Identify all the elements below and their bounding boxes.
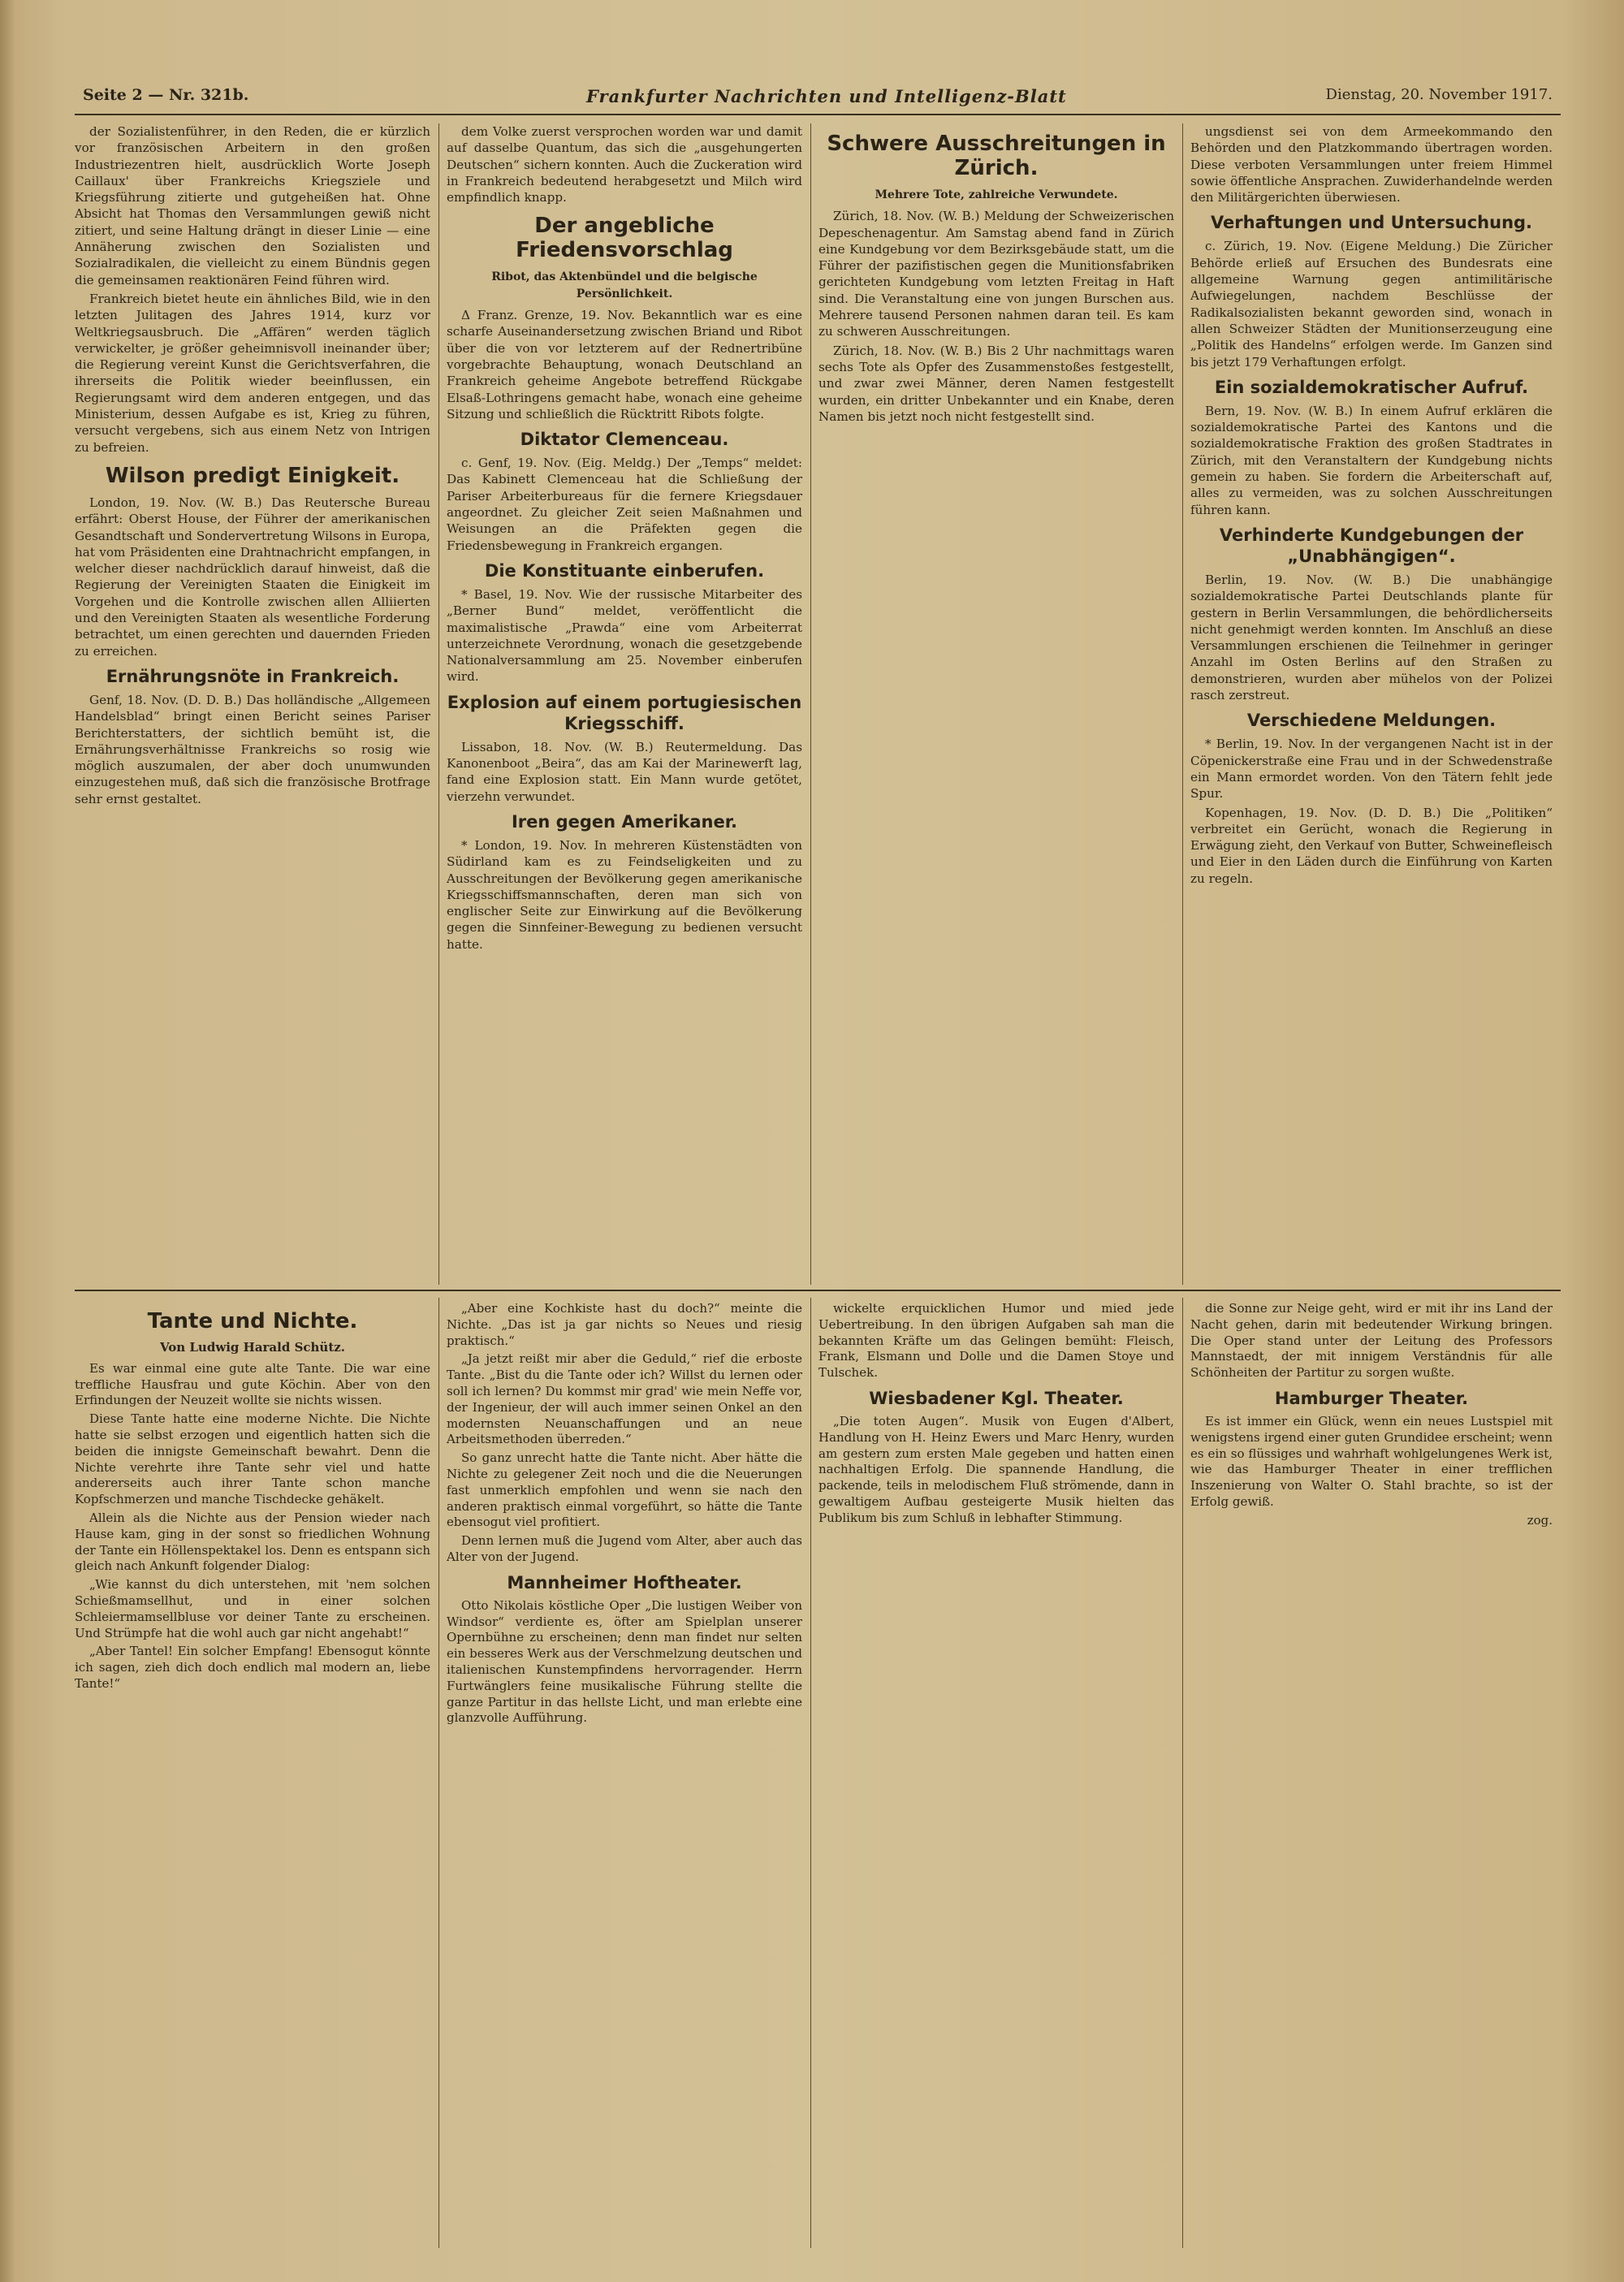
article-text: Zürich, 18. Nov. (W. B.) Bis 2 Uhr nachmittags waren sechs Tote als Opfer des Zusammenstoßes festgestellt, und zwar zwei Männer, deren Namen festgestellt wurden, ein dritter Unbekannter und ein Knabe, deren Namen bis jetzt noch nicht festgestellt sind. — [818, 343, 1174, 424]
column-rule — [810, 123, 811, 1285]
headline-iren: Iren gegen Amerikaner. — [511, 811, 738, 832]
column-rule — [438, 123, 439, 1285]
feuilleton-text: Denn lernen muß die Jugend vom Alter, aber auch das Alter von der Jugend. — [447, 1533, 802, 1564]
page-edge — [0, 0, 15, 2282]
headline-friedensvorschlag: Der angebliche Friedensvorschlag — [516, 214, 733, 263]
article-text: Δ Franz. Grenze, 19. Nov. Bekanntlich war es eine scharfe Auseinandersetzung zwischen Briand und Ribot über die von vor letzterem auf der Rednertribüne vorgebrachte Behauptung, wonach Deutschland an Frankreich geheime Angebote betreffend Rückgabe Elsaß-Lothringens gemacht habe, wonach eine geheime Sitzung und schließlich die Rücktritt Ribots folgte. — [447, 308, 802, 421]
feuilleton-text: „Die toten Augen“. Musik von Eugen d'Albert, Handlung von H. Heinz Ewers und Marc Henry, wurden am gestern zum ersten Male gegeben und hatten einen nachhaltigen Erfolg. Die spannende Handlung, die packende, teils in melodischem Fluß strömende, dann in gewaltigem Aufbau gesteigerte Musik hielten das Publikum bis zum Schluß in lebhafter Stimmung. — [818, 1413, 1174, 1525]
feuilleton-author: Von Ludwig Harald Schütz. — [159, 1340, 346, 1355]
feuilleton-text: Otto Nikolais köstliche Oper „Die lustigen Weiber von Windsor“ verdiente es, öfter am Spielplan unserer Opernbühne zu erscheinen; denn man findet nur selten ein besseres Werk aus der Verschmelzung deutschen und italienischen Kunstempfindens hervorragender. Herrn Furtwänglers feine musikalische Führung stellte die ganze Partitur in das hellste Licht, und man erlebte eine glanzvolle Aufführung. — [447, 1597, 802, 1726]
column-1 — [75, 123, 430, 1285]
article-text: * Basel, 19. Nov. Wie der russische Mitarbeiter des „Berner Bund“ meldet, veröffentlicht die maximalistische „Prawda“ eine vom Arbeiterrat unterzeichnete Verordnung, wonach die gesetzgebende Nationalversammlung am 25. November einberufen wird. — [447, 586, 802, 685]
signature: zog. — [1527, 1512, 1553, 1528]
headline-zuerich: Schwere Ausschreitungen in Zürich. — [827, 132, 1166, 180]
feuilleton-text: „Wie kannst du dich unterstehen, mit 'nem solchen Schießmamsellhut, und in einer solchen Schleiermamsellbluse vor deiner Tante zu erscheinen. Und Strümpfe hat die wohl auch gar nicht angehabt!“ — [75, 1577, 430, 1640]
column-3 — [818, 123, 1174, 1285]
feuilleton-text: Es ist immer ein Glück, wenn ein neues Lustspiel mit wenigstens irgend einer guten Grundidee erscheint; wenn es ein so flüssiges und wahrhaft wohlgelungenes Werk ist, wie das Hamburger Theater in einer trefflichen Inszenierung von Walter O. Stahl brachte, so ist der Erfolg gewiß. — [1190, 1413, 1553, 1509]
feuilleton-text: wickelte erquicklichen Humor und mied jede Uebertreibung. In den übrigen Aufgaben sah man die bekannten Kräfte um das Gelingen bemüht: Fleisch, Frank, Elsmann und Dolle und die Damen Stoye und Tulschek. — [818, 1301, 1174, 1381]
column-rule — [810, 1298, 811, 2248]
page-number: Seite 2 — Nr. 321b. — [83, 86, 249, 104]
column-rule — [438, 1298, 439, 2248]
article-text: c. Genf, 19. Nov. (Eig. Meldg.) Der „Temps“ meldet: Das Kabinett Clemenceau hat die Schließung der Pariser Arbeiterbureaus für die fernere Kriegsdauer angeordnet. Zu gleicher Zeit seien Maßnahmen und Weisungen an die Präfekten gegen die Friedensbewegung in Frankreich ergangen. — [447, 456, 802, 553]
article-text: Berlin, 19. Nov. (W. B.) Die unabhängige sozialdemokratische Partei Deutschlands plante für gestern in Berlin Versammlungen, die behördlicherseits nicht genehmigt werden konnten. Im Anschluß an diese Versammlungen erschienen die Teilnehmer in geringer Anzahl im Osten Berlins auf den Straßen zu demonstrieren, wurden aber mühelos von der Polizei rasch zerstreut. — [1190, 572, 1553, 703]
headline-konstituante: Die Konstituante einberufen. — [484, 560, 765, 581]
article-text: Bern, 19. Nov. (W. B.) In einem Aufruf erklären die sozialdemokratische Partei des Kantons und die sozialdemokratische Fraktion des großen Stadtrates in Zürich, mit den Veranstaltern der Kundgebung nichts gemein zu haben. Sie fordern die Arbeiterschaft auf, alles zu vermeiden, was zu solchen Ausschreitungen führen kann. — [1190, 403, 1553, 517]
article-text: dem Volke zuerst versprochen worden war und damit auf dasselbe Quantum, das sich die „ausgehungerten Deutschen“ sichern konnten. Auch die Zuckeration wird in Frankreich bedeutend herabgesetzt und Milch wird empfindlich knapp. — [447, 124, 802, 205]
feuilleton-text: Diese Tante hatte eine moderne Nichte. Die Nichte hatte sie selbst erzogen und eigentlich hatten sich die beiden die innigste Gemeinschaft bewahrt. Denn die Nichte verehrte ihre Tante sehr viel und hatte andererseits auch ihrer Tante schon manche Kopfschmerzen und manche Tischdecke gehäkelt. — [75, 1411, 430, 1507]
headline-ernaehrung: Ernährungsnöte in Frankreich. — [106, 666, 400, 686]
column-2 — [447, 123, 802, 1285]
headline-verhaftungen: Verhaftungen und Untersuchung. — [1210, 213, 1533, 233]
feuilleton-text: Allein als die Nichte aus der Pension wieder nach Hause kam, ging in der sonst so friedlichen Wohnung der Tante ein Höllenspektakel los. Denn es entspann sich gleich nach Ankunft folgender Dialog: — [75, 1510, 430, 1574]
headline-meldungen: Verschiedene Meldungen. — [1246, 711, 1497, 731]
page-header — [75, 81, 1561, 115]
feuilleton-text: „Aber eine Kochkiste hast du doch?“ meinte die Nichte. „Das ist ja gar nichts so Neues und riesig praktisch.“ — [447, 1301, 802, 1348]
article-text: London, 19. Nov. (W. B.) Das Reutersche Bureau erfährt: Oberst House, der Führer der amerikanischen Gesandtschaft und Sondervertretung Wilsons in Europa, hat vom Präsidenten eine Drahtnachricht empfangen, in welcher dieser nachdrücklich darauf hinweist, daß die Regierung der Vereinigten Staaten die Einigkeit im Vorgehen und die Kontrolle zwischen allen Alliierten und den Vereinigten Staaten als wesentliche Forderung betrachtet, um einen gerechten und dauernden Frieden zu erreichen. — [75, 495, 430, 659]
feuilleton-column-3 — [818, 1301, 1174, 2251]
article-text: Genf, 18. Nov. (D. D. B.) Das holländische „Allgemeen Handelsblad“ bringt einen Bericht seines Pariser Berichterstatters, der sichtlich bemüht ist, die Ernährungsverhältnisse Frankreichs so rosig wie möglich auszumalen, der aber doch unumwunden einzugestehen muß, daß sich die französische Brotfrage sehr ernst gestaltet. — [75, 692, 430, 806]
feuilleton-text: die Sonne zur Neige geht, wird er mit ihr ins Land der Nacht gehen, darin mit bedeutender Wirkung bringen. Die Oper stand unter der Leitung des Professors Mannstaedt, der mit innigem Verständnis für alle Schönheiten der Partitur zu sorgen wußte. — [1190, 1301, 1553, 1381]
column-rule — [1182, 123, 1183, 1285]
headline-explosion: Explosion auf einem portugiesischen Kriegsschiff. — [447, 692, 802, 733]
feuilleton-rule — [75, 1290, 1561, 1291]
article-text: * Berlin, 19. Nov. In der vergangenen Nacht ist in der Cöpenickerstraße eine Frau und in der Schwedenstraße ein Mann ermordet worden. Von den Tätern fehlt jede Spur. — [1190, 737, 1553, 802]
article-text: Zürich, 18. Nov. (W. B.) Meldung der Schweizerischen Depeschenagentur. Am Samstag abend fand in Zürich eine Kundgebung vor dem Bezirksgebäude statt, um die Führer der pazifistischen gegen die Munitionsfabriken gerichteten Kundgebung vom letzten Freitag in Haft sind. Die Veranstaltung eine von jungen Burschen aus. Mehrere tausend Personen nahmen daran teil. Es kam zu schweren Ausschreitungen. — [818, 209, 1174, 339]
feuilleton-text: Es war einmal eine gute alte Tante. Die war eine treffliche Hausfrau und gute Köchin. Aber von den Erfindungen der Neuzeit wollte sie nichts wissen. — [75, 1360, 430, 1408]
headline-clemenceau: Diktator Clemenceau. — [520, 430, 729, 450]
subheadline: Mehrere Tote, zahlreiche Verwundete. — [875, 188, 1118, 201]
newspaper-sheet — [75, 75, 1561, 2259]
headline-wilson: Wilson predigt Einigkeit. — [105, 463, 400, 488]
article-text: der Sozialistenführer, in den Reden, die er kürzlich vor französischen Arbeitern in den großen Industriezentren hielt, ausdrücklich Worte Joseph Caillaux' über Frankreichs Kriegsziele und Kriegsführung zitierte und gutgeheißen hat. Ohne Absicht hat Thomas den Versammlungen gewiß nicht zitiert, und seine Haltung drängt in dieser Linie — eine Annäherung zwischen den Sozialisten und Sozialradikalen, die vielleicht zu einem Bündnis gegen die gemeinsamen reaktionären Feind führen wird. — [75, 124, 430, 287]
article-text: Lissabon, 18. Nov. (W. B.) Reutermeldung. Das Kanonenboot „Beira“, das am Kai der Marinewerft lag, fand eine Explosion statt. Ein Mann wurde getötet, vierzehn verwundet. — [447, 739, 802, 804]
article-text: ungsdienst sei von dem Armeekommando den Behörden und den Platzkommando übertragen worden. Diese verboten Versammlungen unter freiem Himmel sowie öffentliche Ansprachen. Zuwiderhandelnde werden den Militärgerichten überwiesen. — [1190, 124, 1553, 205]
column-4 — [1190, 123, 1553, 1285]
article-text: c. Zürich, 19. Nov. (Eigene Meldung.) Die Züricher Behörde erließ auf Ersuchen des Bundesrats eine allgemeine Warnung gegen antimilitärische Aufwiegelungen, nachdem Beschlüsse der Radikalsozialisten bekannt geworden sind, wonach in allen Schweizer Städten der Munitionserzeugung eine „Politik des Handelns“ erfolgen werde. Im Ganzen sind bis jetzt 179 Verhaftungen erfolgt. — [1190, 239, 1553, 370]
headline-aufruf: Ein sozialdemokratischer Aufruf. — [1214, 377, 1529, 397]
issue-date: Dienstag, 20. November 1917. — [1325, 86, 1553, 103]
feuilleton-column-4 — [1190, 1301, 1553, 2251]
article-text: Frankreich bietet heute ein ähnliches Bild, wie in den letzten Julitagen des Jahres 1914, kurz vor Weltkriegsausbruch. Die „Affären“ werden täglich verwickelter, je größer geheimnisvoll ineinander über; die Regierung vereint Kunst die Gerichtsverfahren, die ihrerseits die Politik wieder beeinflussen, ein Regierungsamt wird dem anderen entgegen, und das Ministerium, dessen Aufgabe es ist, Krieg zu führen, versucht vergebens, sich aus einem Netz von Intrigen zu befreien. — [75, 291, 430, 455]
headline-wiesbaden: Wiesbadener Kgl. Theater. — [869, 1388, 1124, 1408]
feuilleton-column-2 — [447, 1301, 802, 2251]
feuilleton-text: „Ja jetzt reißt mir aber die Geduld,“ rief die erboste Tante. „Bist du die Tante oder ich? Willst du lernen oder soll ich lernen? Du kommst mir grad' wie mein Neffe vor, der Ingenieur, der will auch immer seinen Onkel an den modernsten Neuanschaffungen und an neue Arbeitsmethoden überreden.“ — [447, 1351, 802, 1447]
masthead: Frankfurter Nachrichten und Intelligenz-Blatt — [586, 86, 1067, 106]
feuilleton-text: So ganz unrecht hatte die Tante nicht. Aber hätte die Nichte zu gelegener Zeit noch und die die Neuerungen fast unmerklich empfohlen und wenn sie nach den anderen praktisch einmal vorgeführt, so hätte die Tante ebensogut viel profitiert. — [447, 1450, 802, 1530]
headline-kundgebungen: Verhinderte Kundgebungen der „Unabhängigen“. — [1219, 525, 1524, 566]
article-text: Kopenhagen, 19. Nov. (D. D. B.) Die „Politiken“ verbreitet ein Gerücht, wonach die Regierung in Erwägung zieht, den Verkauf von Butter, Schweinefleisch und Eier in den Läden durch die Einführung von Karten zu regeln. — [1190, 805, 1553, 886]
column-rule — [1182, 1298, 1183, 2248]
subheadline: Ribot, das Aktenbündel und die belgische Persönlichkeit. — [491, 270, 758, 300]
headline-hoftheater: Mannheimer Hoftheater. — [507, 1572, 742, 1593]
feuilleton-text: „Aber Tantel! Ein solcher Empfang! Ebensogut könnte ich sagen, zieh dich doch endlich mal modern an, liebe Tante!“ — [75, 1644, 430, 1691]
headline-hamburg: Hamburger Theater. — [1274, 1388, 1469, 1408]
feuilleton-title: Tante und Nichte. — [147, 1309, 358, 1333]
feuilleton-column-1 — [75, 1301, 430, 2251]
article-text: * London, 19. Nov. In mehreren Küstenstädten von Südirland kam es zu Feindseligkeiten und zu Ausschreitungen der Bevölkerung gegen amerikanische Kriegsschiffsmannschaften, deren man sich von englischer Seite zur Einwirkung auf die Bevölkerung gegen die Sinnfeiner-Bewegung zu bedienen versucht hatte. — [447, 837, 802, 952]
